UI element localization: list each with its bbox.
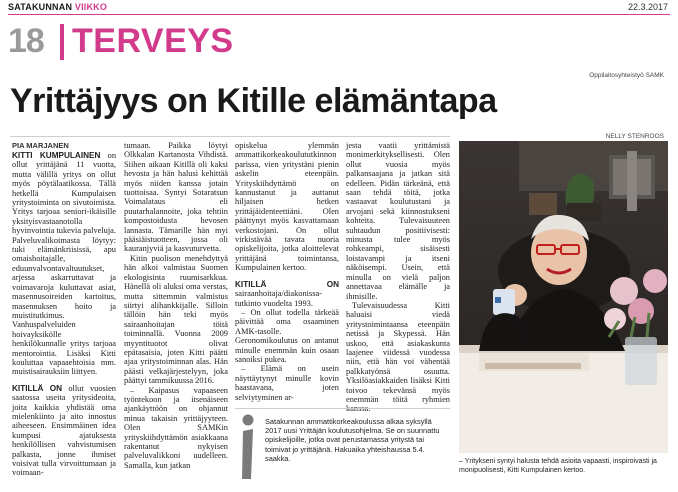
paragraph — [235, 280, 339, 308]
paragraph-text: sairaanhoitaja/diakonissa-tutkinto vuodelta 1993. — [235, 289, 322, 308]
brand-name: SATAKUNNAN — [8, 2, 73, 12]
paragraph — [12, 384, 116, 478]
section-accent-bar — [60, 24, 64, 60]
info-icon — [239, 413, 257, 481]
body-divider — [10, 136, 450, 137]
lead-in: KITILLÄ ON — [12, 383, 63, 393]
paragraph: jesta vaatii yrittämistä monimerkityksellisesti. Olen ollut vuosia myös palkansaajana ja jatkan sitä edelleen. Pidän tärkeänä, että saan tehdä töitä, jotka vastaavat koulutustani ja arvojani sekä kiinnostukseni kohteita. Tulevaisuuteen suhtaudun positiivisesti: minusta tulee myös rohkeampi, sisäisesti loistavampi ja itseni näköisempi. Usein, että minulla on vielä paljon annettavaa elämälle ja ihmisille. — [346, 141, 450, 301]
article-column-3 — [235, 141, 339, 402]
issue-date: 22.3.2017 — [627, 2, 668, 12]
info-box — [235, 408, 450, 486]
paragraph: – On ollut todella tärkeää päivittää oma osaaminen AMK-tasolle. Geronomikoulutus on antanut minulle enemmän kuin osaan sanoiksi pukea. — [235, 307, 339, 364]
byline: PIA MARJANEN — [12, 141, 69, 150]
portrait-illustration — [459, 141, 668, 453]
paragraph: – Elämä on usein näyttäytynyt minulle kovin haastavana, joten selviytyminen ar- — [235, 364, 339, 402]
paragraph-text: on ollut yrittäjänä 11 vuotta, mutta välillä yritys on ollut myös pöytälaatikossa. Tällä hetkellä Kumpulaisen yritystoiminta on sivutoimista. Yritys tarjoaa seniori-ikäisille yksityisvastaanotolla hyvinvointia tukevia palveluja. Palveluvalikoimasta löytyy: tuki elämänkriisissä, apu omaishoitajalle, eduunvalvontavaltuutukset, arjessa askarruttavat ja voimavaroja kuluttavat asiat, masennusoireiden kartoitus, masennuksen hoito ja muistitutkimus. Vanhuspalveluiden hoivayksikölle henkilökunnalle yritys tarjoaa mentorointia. Lisäksi Kitti kouluttaa vapaaehtoisia mm. muistisairauksiin liittyen. — [12, 151, 117, 377]
masthead-brand — [8, 2, 107, 12]
paragraph: opiskelua ylemmän ammattikorkeakoulututkinnon parissa, vien yritystäni pienin askelin eteenpäin. Yrityskiihdyttämö on kannustanut ja auttanut hiljaisen hetken yrittäjäidenteettiäni. Olen päättynyt myös kasvattamaan verkostojani. On ollut virkistävää tavata nuoria opiskelijoita, jotka aloittelevat yrittäjänä toimintansa, Kumpulainen kertoo. — [235, 141, 339, 273]
page-number: 18 — [8, 22, 44, 60]
portrait-photo — [459, 141, 668, 453]
paragraph-text: ollut vuosien saatossa useita yritysideoita, joita kaikkia yhdistää oma mielenkiinto ja aito innostus aiheeseen. Ensimmäinen idea kumpusi ajatuksesta henkilöllisen vahvistumisen palkasta, jonne ihmiset voisivat tulla virvoittumaan ja voimaan- — [12, 383, 116, 478]
collaboration-credit: Oppilaitosyhteistyö SAMK — [589, 72, 664, 79]
lead-in: KITTI KUMPULAINEN — [12, 151, 101, 160]
article-column-4 — [346, 141, 450, 414]
masthead-rule — [8, 14, 670, 15]
photo-credit: NELLY STENROOS — [605, 133, 664, 140]
lead-in: KITILLÄ ON — [235, 279, 339, 289]
article-column-1 — [12, 151, 116, 478]
paragraph: – Kaipasus vapaaseen työntekoon ja itsenäiseen ajankäyttöön on ohjannut minua takaisin yrittäjyyteen. Olen SAMKin yrityskiihdyttämön asiakkaana rakentanut nykyisen palveluvalikkoni uudelleen. Samalla, kun jatkan — [124, 385, 228, 470]
section-title: TERVEYS — [72, 22, 234, 60]
paragraph — [12, 151, 116, 377]
article-column-2 — [124, 141, 228, 470]
paragraph: Kitin puolison menehdyttyä hän alkoi valmistaa Suomen ekologisinta ruumisarkkua. Hänellä oli aluksi oma verstas, mutta sittemmin valmistus siirtyi alihankkijalle. Silloin tällöin hän teki myös sairaanhoitajan töitä toiminnallä. Vuonna 2009 myyntituotot olivat epätasaisia, joten Kitti päätti ajaa yritystoiminnan alas. Hän päästi velkajärjestelyyn, joka päättyi tammikuussa 2016. — [124, 253, 228, 386]
photo-caption: – Yritykseni syntyi halusta tehdä asioita vapaasti, inspiroivasti ja monipuolisesti, Kitti Kumpulainen kertoo. — [459, 458, 657, 474]
paragraph: tumaan. Paikka löytyi Olkkalan Kartanosta Vihdistä. Siihen aikaan Kitillä oli kaksi hevosta ja hän halusi kehittää myös niiden kanssa jotain tuottoisaa. Syntyi Sotaratsun Voimalataus eli puutarhalannoite, joka tehtiin kompostoidusta hevosen lannasta. Tämarille hän myi pääsiäistuotteen, jossa oli kauranjyviä ja kasvuturvetta. — [124, 141, 228, 254]
brand-accent: VIIKKO — [74, 2, 108, 12]
info-text: Satakunnan ammattikorkeakoulussa alkaa syksyllä 2017 uusi Yrittäjän koulutusohjelma. Se on suunnattu opiskelijoille, jotka ovat perustamassa yritystä tai toimivat jo yrittäjänä. Hakuaika yhteishaussa 5.4. saakka. — [265, 417, 440, 463]
masthead-bar — [0, 0, 678, 18]
paragraph: Tulevaisuudessa Kitti haluaisi viedä yritystoimintaansa eteenpäin netissä ja Skypessä. Hän uskoo, että asiakaskunta laajenee viidessä vuodessa niin, että hän voi vähentää palkkatyönsä osuutta. Yksilöasiakkaiden lisäksi Kitti toivoo tekevänsä myös enemmän töitä ryhmien kanssa. — [346, 300, 450, 414]
headline: Yrittäjyys on Kitille elämäntapa — [10, 82, 497, 120]
